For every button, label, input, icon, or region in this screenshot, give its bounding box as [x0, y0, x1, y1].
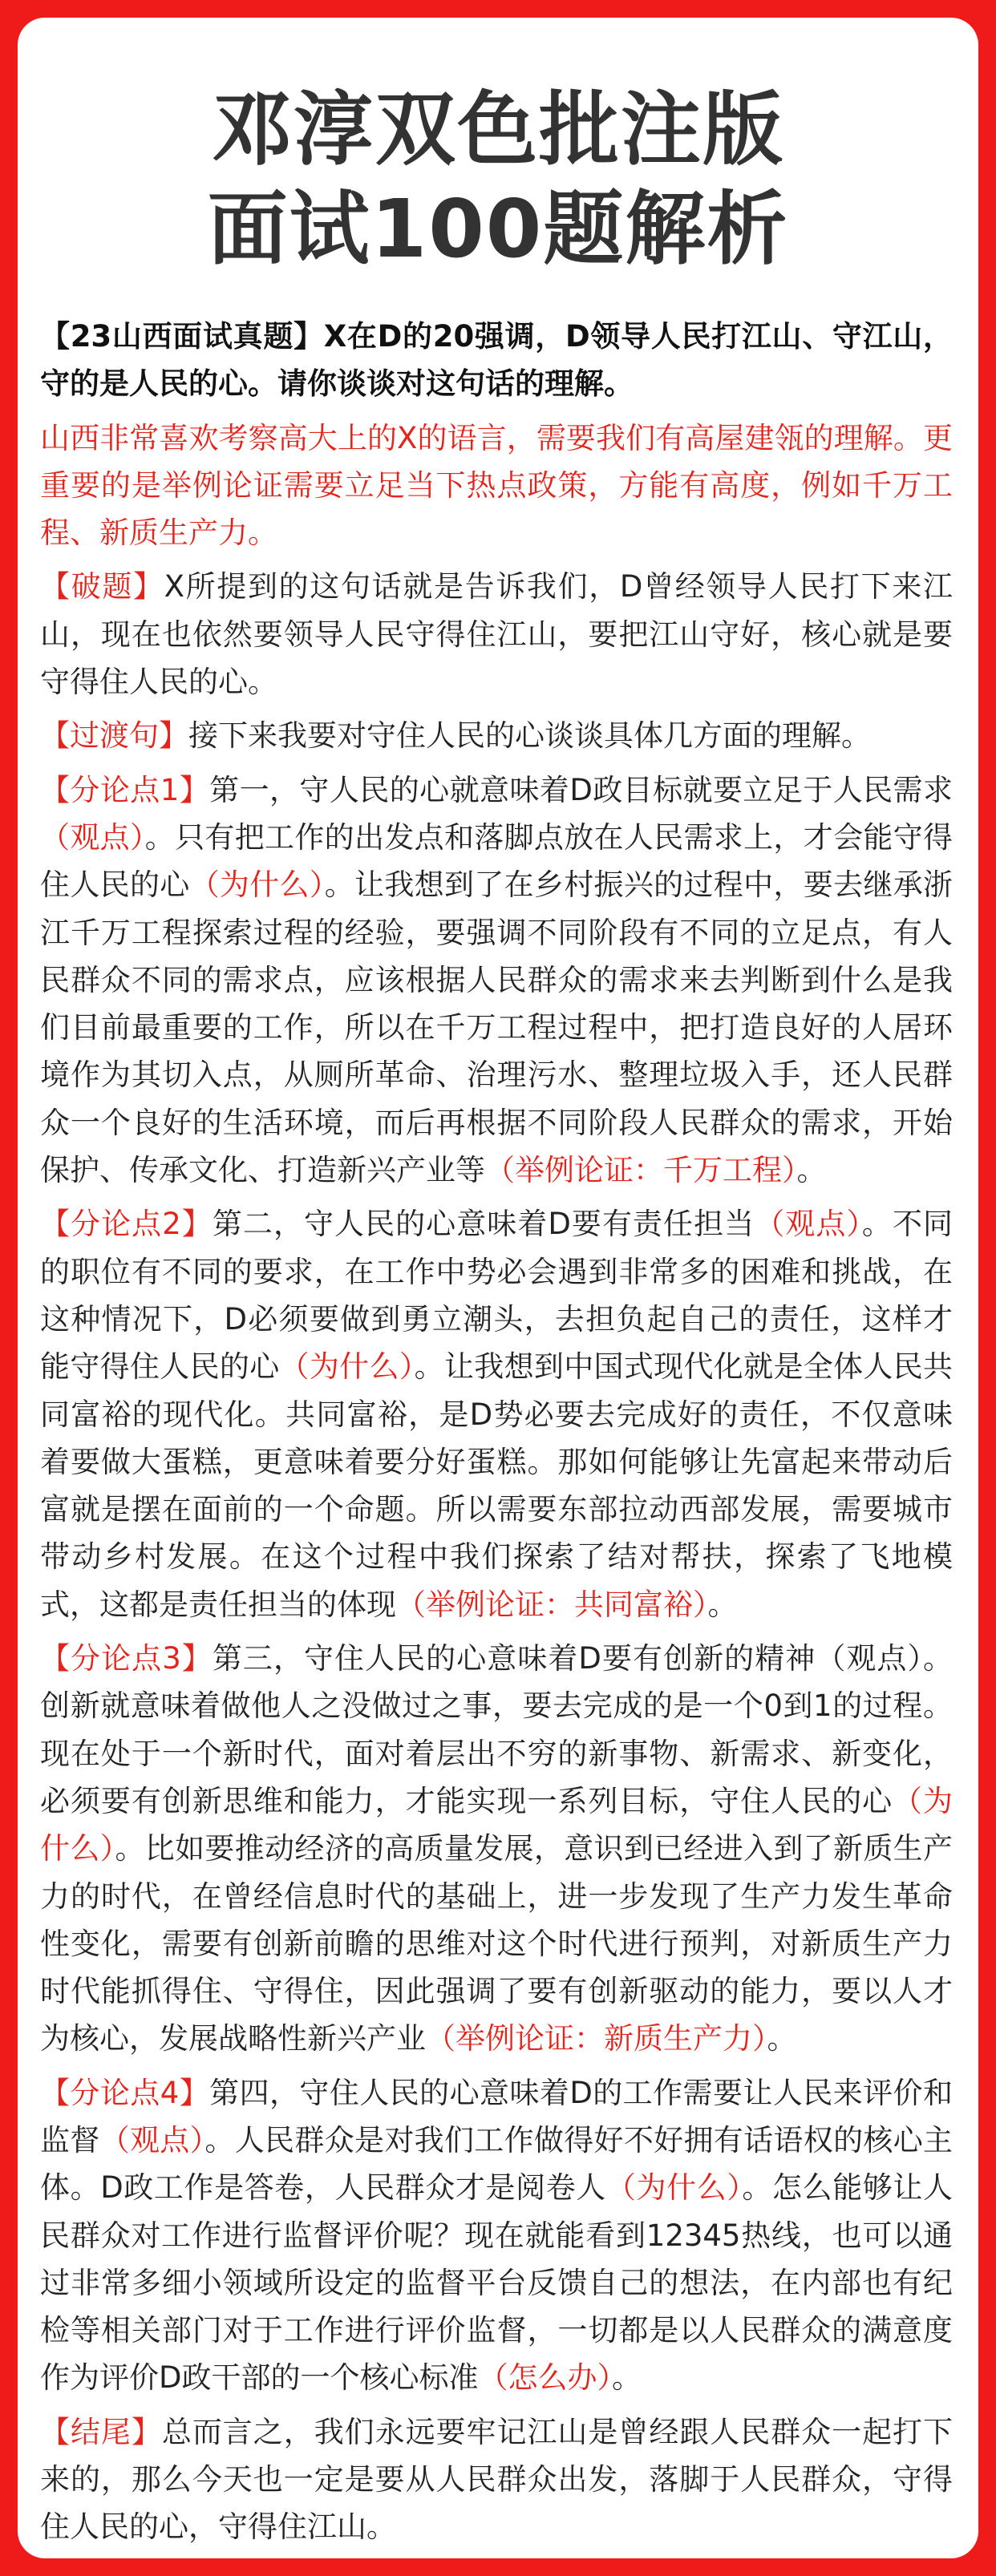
title-line-1: 邓淳双色批注版	[212, 83, 784, 176]
point2-text-1: 第二，守人民的心意味着D要有责任担当	[212, 1207, 755, 1242]
point3-text-3: 。比如要推动经济的高质量发展，意识到已经进入到了新质生产力的时代，在曾经信息时代的基础上，进一步发现了生产力发生革命性变化，需要有创新前瞻的思维对这个时代进行预判，对新质生产力时代能抓得住、守得住，因此强调了要有创新驱动的能力，要以人才为核心，发展战略性新兴产业	[40, 1831, 953, 2056]
point1-text-4: 。	[796, 1153, 827, 1188]
point1-text-1: 第一，守人民的心就意味着D政目标就要立足于人民需求	[209, 772, 953, 807]
transition-tag: 【过渡句】	[40, 718, 188, 754]
point3-marker-why: （为什么）	[40, 1783, 953, 1866]
conclusion-text: 总而言之，我们永远要牢记江山是曾经跟人民群众一起打下来的，那么今天也一定是要从人民群众出发，落脚于人民群众，守得住人民的心，守得住江山。	[40, 2414, 953, 2545]
point3-tag: 【分论点3】	[40, 1641, 213, 1676]
point2-paragraph	[40, 1200, 953, 1628]
question-paragraph: 【23山西面试真题】X在D的20强调，D领导人民打江山、守江山，守的是人民的心。请你谈谈对这句话的理解。	[40, 319, 953, 402]
point2-marker-example: （举例论证：共同富裕）	[396, 1587, 708, 1622]
article-body	[40, 313, 953, 2558]
point2-marker-view: （观点）	[755, 1207, 862, 1242]
poti-text: X所提到的这句话就是告诉我们，D曾经领导人民打下来江山，现在也依然要领导人民守得住江山，要把江山守好，核心就是要守得住人民的心。	[40, 569, 953, 700]
exam-note-paragraph: 山西非常喜欢考察高大上的X的语言，需要我们有高屋建瓴的理解。更重要的是举例论证需要立足当下热点政策，方能有高度，例如千万工程、新质生产力。	[40, 420, 953, 551]
point1-marker-why: （为什么）	[189, 867, 325, 903]
point3-text-1: 第三，守住人民的心意味着D要有创新的精神（观点）。创新就意味着做他人之没做过之事，要去完成的是一个0到1的过程。现在处于一个新时代，面对着层出不穷的新事物、新需求、新变化，必须要有创新思维和能力，才能实现一系列目标，守住人民的心	[40, 1641, 953, 1818]
poti-tag: 【破题】	[40, 569, 164, 605]
point4-text-1: 第四，守住人民的心意味着D的工作需要让人民来评价和监督	[40, 2075, 953, 2157]
point4-marker-how: （怎么办）	[478, 2360, 612, 2396]
point4-text-2: 。人民群众是对我们工作做得好不好拥有话语权的核心主体。D政工作是答卷，人民群众才是阅卷人	[40, 2122, 953, 2206]
point2-marker-why: （为什么）	[279, 1349, 415, 1385]
transition-paragraph	[40, 712, 953, 759]
conclusion-tag: 【结尾】	[40, 2414, 162, 2449]
point3-paragraph	[40, 1635, 953, 2063]
point2-text-4: 。	[707, 1587, 738, 1622]
page-title	[18, 80, 978, 279]
transition-text: 接下来我要对守住人民的心谈谈具体几方面的理解。	[188, 718, 871, 754]
point1-text-3: 。让我想到了在乡村振兴的过程中，要去继承浙江千万工程探索过程的经验，要强调不同阶段有不同的立足点，有人民群众不同的需求点，应该根据人民群众的需求来去判断到什么是我们目前最重要的工作，所以在千万工程过程中，把打造良好的人居环境作为其切入点，从厕所革命、治理污水、整理垃圾入手，还人民群众一个良好的生活环境，而后再根据不同阶段人民群众的需求，开始保护、传承文化、打造新兴产业等	[40, 867, 953, 1188]
poti-paragraph	[40, 563, 953, 706]
point4-marker-view: （观点）	[99, 2122, 205, 2157]
point1-text-2: 。只有把工作的出发点和落脚点放在人民需求上，才会能守得住人民的心	[40, 819, 953, 903]
point4-paragraph	[40, 2069, 953, 2402]
point2-text-3: 。让我想到中国式现代化就是全体人民共同富裕的现代化。共同富裕，是D势必要去完成好的责任，不仅意味着要做大蛋糕，更意味着要分好蛋糕。那如何能够让先富起来带动后富就是摆在面前的一个命题。所以需要东部拉动西部发展，需要城市带动乡村发展。在这个过程中我们探索了结对帮扶，探索了飞地模式，这都是责任担当的体现	[40, 1349, 953, 1622]
point1-marker-view: （观点）	[40, 819, 145, 855]
point1-marker-example: （举例论证：千万工程）	[485, 1153, 797, 1188]
point4-tag: 【分论点4】	[40, 2075, 210, 2110]
point2-text-2: 。不同的职位有不同的要求，在工作中势必会遇到非常多的困难和挑战，在这种情况下，D必须要做到勇立潮头，去担负起自己的责任，这样才能守得住人民的心	[40, 1207, 953, 1385]
point1-tag: 【分论点1】	[40, 772, 210, 807]
point1-paragraph	[40, 766, 953, 1195]
conclusion-paragraph	[40, 2408, 953, 2551]
point4-text-3: 。怎么能够让人民群众对工作进行监督评价呢？现在就能看到12345热线，也可以通过非常多细小领域所设定的监督平台反馈自己的想法，在内部也有纪检等相关部门对于工作进行评价监督，一切都是以人民群众的满意度作为评价D政干部的一个核心标准	[40, 2170, 953, 2396]
point4-marker-why: （为什么）	[605, 2170, 743, 2206]
point2-tag: 【分论点2】	[40, 1207, 213, 1242]
point3-text-4: 。	[767, 2021, 797, 2056]
title-line-2: 面试100题解析	[207, 182, 789, 276]
content-card	[18, 18, 978, 2558]
point4-text-4: 。	[612, 2360, 642, 2396]
point3-marker-example: （举例论证：新质生产力）	[426, 2021, 767, 2056]
